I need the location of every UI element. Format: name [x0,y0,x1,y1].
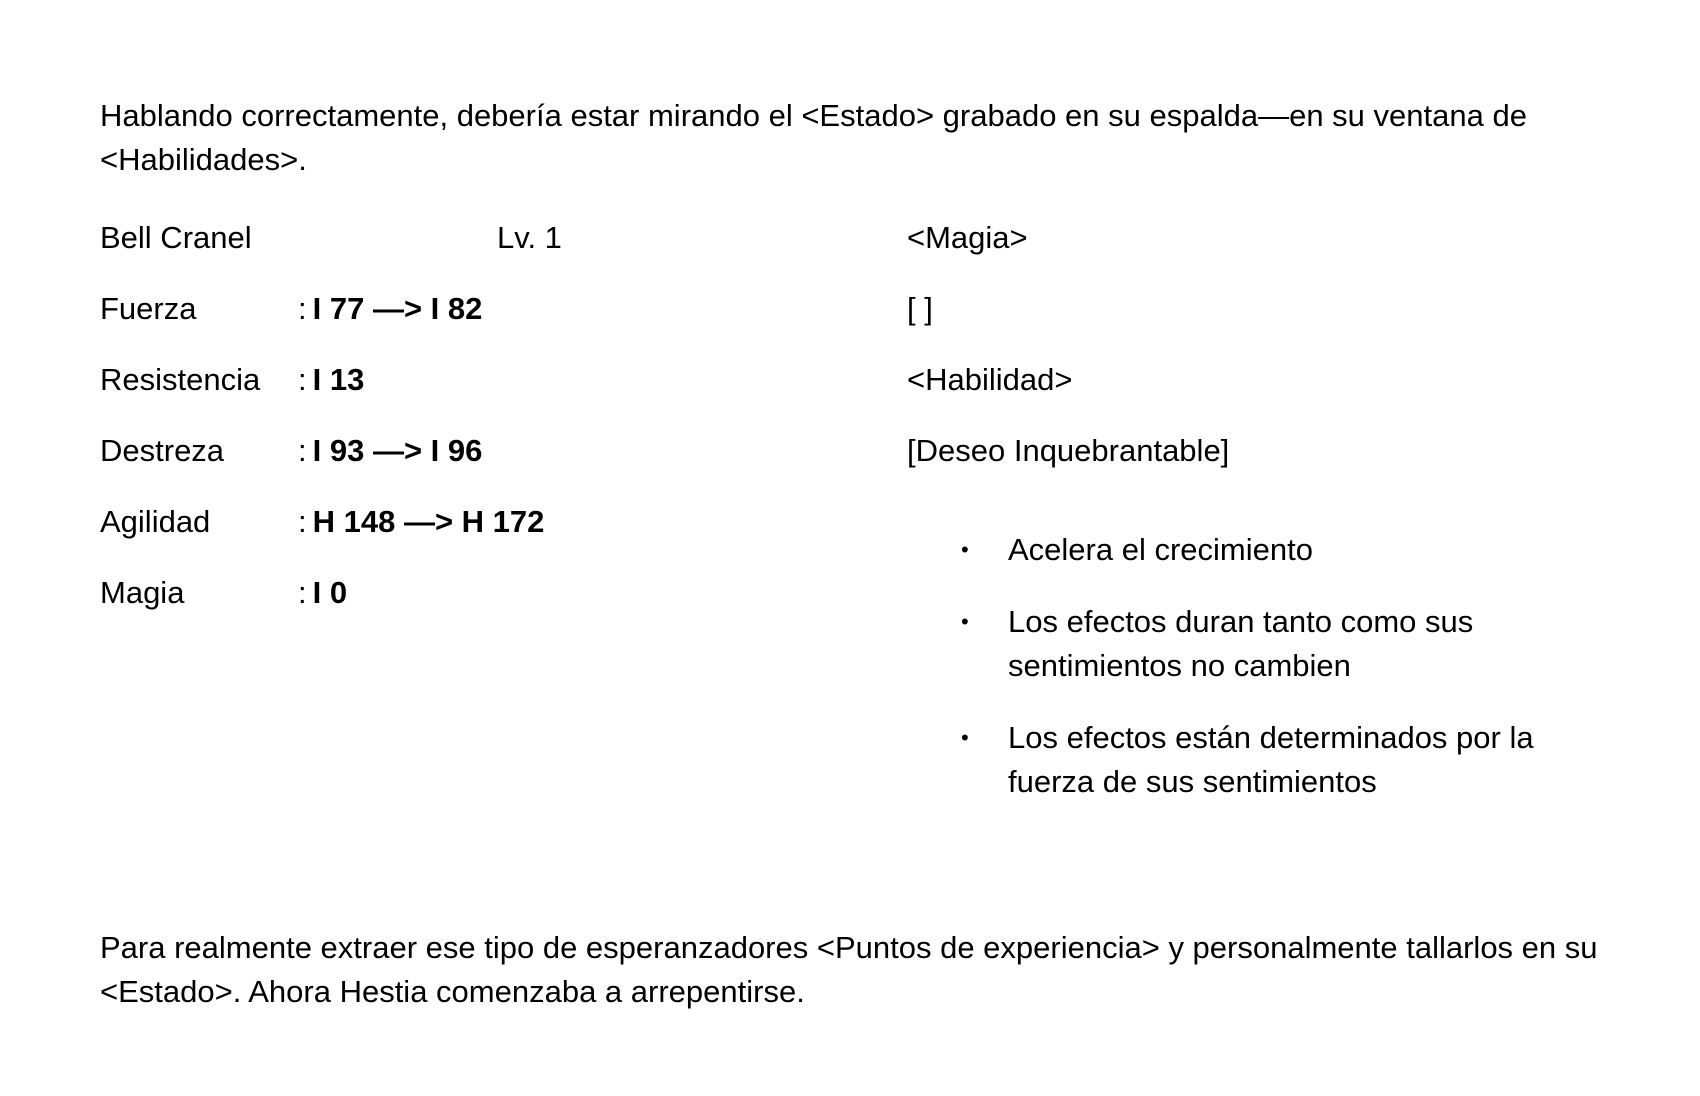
list-item [907,528,1578,572]
stat-value: I 77 —> I 82 [312,291,483,326]
stat-row-resistencia [100,358,800,402]
stat-label: Destreza [100,433,225,468]
stat-label: Resistencia [100,362,261,397]
bullet-icon: • [961,725,969,750]
stat-row-magia [100,571,800,615]
stat-value-wrapper [298,429,482,473]
bullet-icon: • [961,609,969,634]
effect-text: Los efectos están determinados por la fuerza de sus sentimientos [1008,720,1534,799]
intro-paragraph: Hablando correctamente, debería estar mirando el <Estado> grabado en su espalda—en su ventana de <Habilidades>. [100,98,1527,177]
stat-value: I 0 [312,575,348,610]
stat-value: I 13 [312,362,365,397]
character-level: Lv. 1 [497,220,562,255]
stat-separator: : [298,291,307,326]
stat-value: I 93 —> I 96 [312,433,483,468]
bullet-icon: • [961,537,969,562]
list-item [907,716,1578,804]
stat-value-wrapper [298,571,347,615]
stat-label: Agilidad [100,504,211,539]
stat-row-fuerza [100,287,800,331]
stat-value-wrapper [298,500,544,544]
skill-name: [Deseo Inquebrantable] [907,433,1230,468]
character-name: Bell Cranel [100,220,252,255]
skill-heading: <Habilidad> [907,362,1073,397]
list-item [907,600,1578,688]
magic-heading: <Magia> [907,220,1028,255]
stat-value: H 148 —> H 172 [312,504,545,539]
outro-paragraph: Para realmente extraer ese tipo de esperanzadores <Puntos de experiencia> y personalmente tallarlos en su <Estado>. Ahora Hestia comenzaba a arrepentirse. [100,930,1598,1009]
stat-separator: : [298,433,307,468]
stat-row-destreza [100,429,800,473]
skill-effects-list [907,528,1607,804]
character-header [100,216,800,260]
effect-text: Acelera el crecimiento [1008,532,1313,567]
stat-value-wrapper [298,358,364,402]
stat-value-wrapper [298,287,482,331]
stat-separator: : [298,504,307,539]
stat-row-agilidad [100,500,800,544]
stat-label: Magia [100,575,185,610]
stat-separator: : [298,362,307,397]
magic-value: [ ] [907,291,933,326]
effect-text: Los efectos duran tanto como sus sentimientos no cambien [1008,604,1474,683]
stat-label: Fuerza [100,291,197,326]
stat-separator: : [298,575,307,610]
